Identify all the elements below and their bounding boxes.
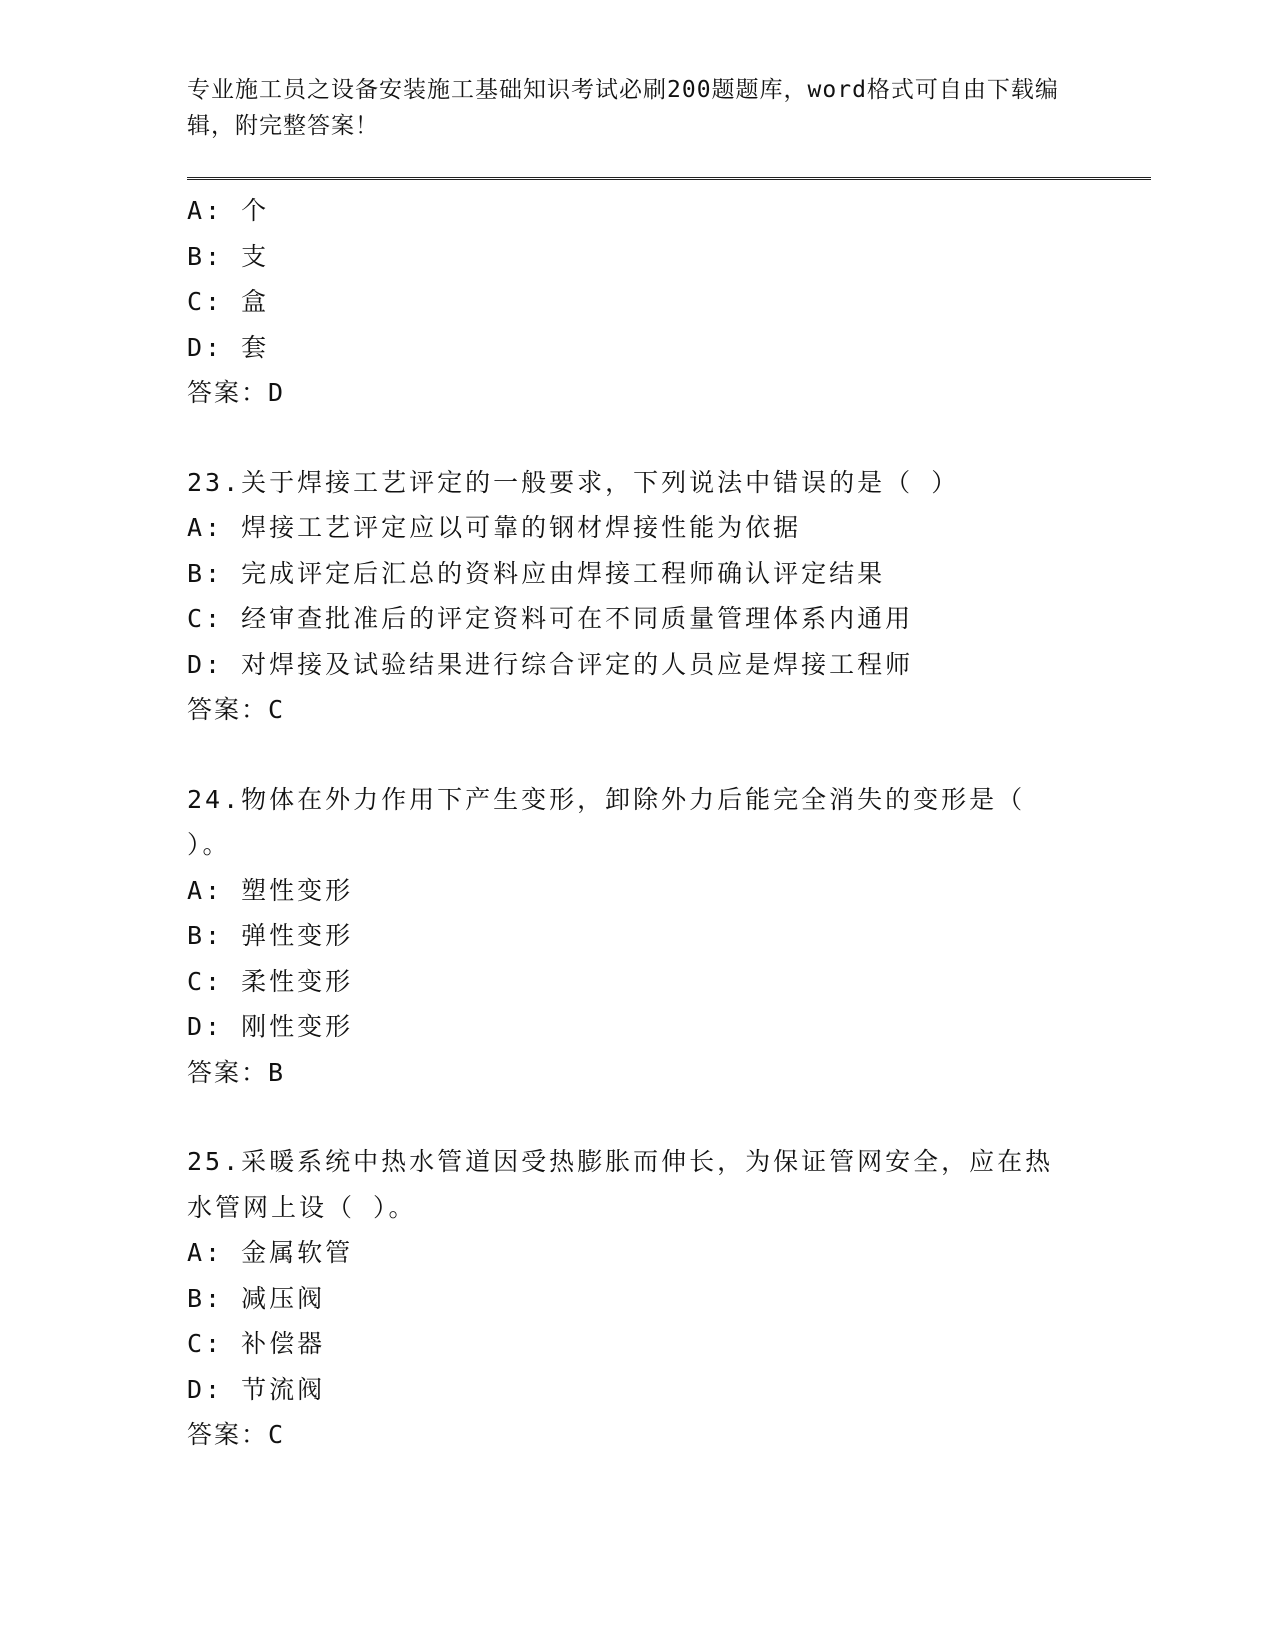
option-b: B: 弹性变形 [187,921,354,950]
option-a: A: 金属软管 [187,1238,354,1267]
question-fragment [187,188,1087,416]
page-header [187,72,1067,144]
question-25 [187,1139,1087,1458]
question-stem-line-1: 25.采暖系统中热水管道因受热膨胀而伸长，为保证管网安全，应在热 [187,1147,1054,1176]
option-a: A: 焊接工艺评定应以可靠的钢材焊接性能为依据 [187,513,802,542]
option-d: D: 刚性变形 [187,1012,354,1041]
option-c: C: 经审查批准后的评定资料可在不同质量管理体系内通用 [187,604,914,633]
question-24 [187,777,1087,1096]
header-divider [187,177,1151,183]
question-stem-line-2: ）。 [187,830,231,859]
option-d: D: 对焊接及试验结果进行综合评定的人员应是焊接工程师 [187,649,914,679]
option-c: C: 盒 [187,287,270,316]
option-a: A: 塑性变形 [187,875,354,905]
answer: 答案：C [187,1420,286,1449]
question-stem: 23.关于焊接工艺评定的一般要求，下列说法中错误的是（ ） [187,467,960,497]
answer: 答案：D [187,378,286,407]
question-stem-line-2: 水管网上设（ ）。 [187,1192,417,1222]
answer: 答案：B [187,1057,286,1087]
option-c: C: 补偿器 [187,1329,326,1358]
option-b: B: 支 [187,241,270,271]
option-d: D: 套 [187,332,270,362]
question-23 [187,460,1087,733]
option-b: B: 完成评定后汇总的资料应由焊接工程师确认评定结果 [187,558,886,588]
answer: 答案：C [187,695,286,724]
option-a: A: 个 [187,196,270,225]
option-b: B: 减压阀 [187,1283,326,1313]
option-c: C: 柔性变形 [187,966,354,996]
question-stem-line-1: 24.物体在外力作用下产生变形，卸除外力后能完全消失的变形是（ [187,784,1026,814]
option-d: D: 节流阀 [187,1374,326,1404]
question-list [187,188,1087,1458]
document-title: 专业施工员之设备安装施工基础知识考试必刷200题题库，word格式可自由下载编辑，附完整答案！ [187,77,1059,139]
